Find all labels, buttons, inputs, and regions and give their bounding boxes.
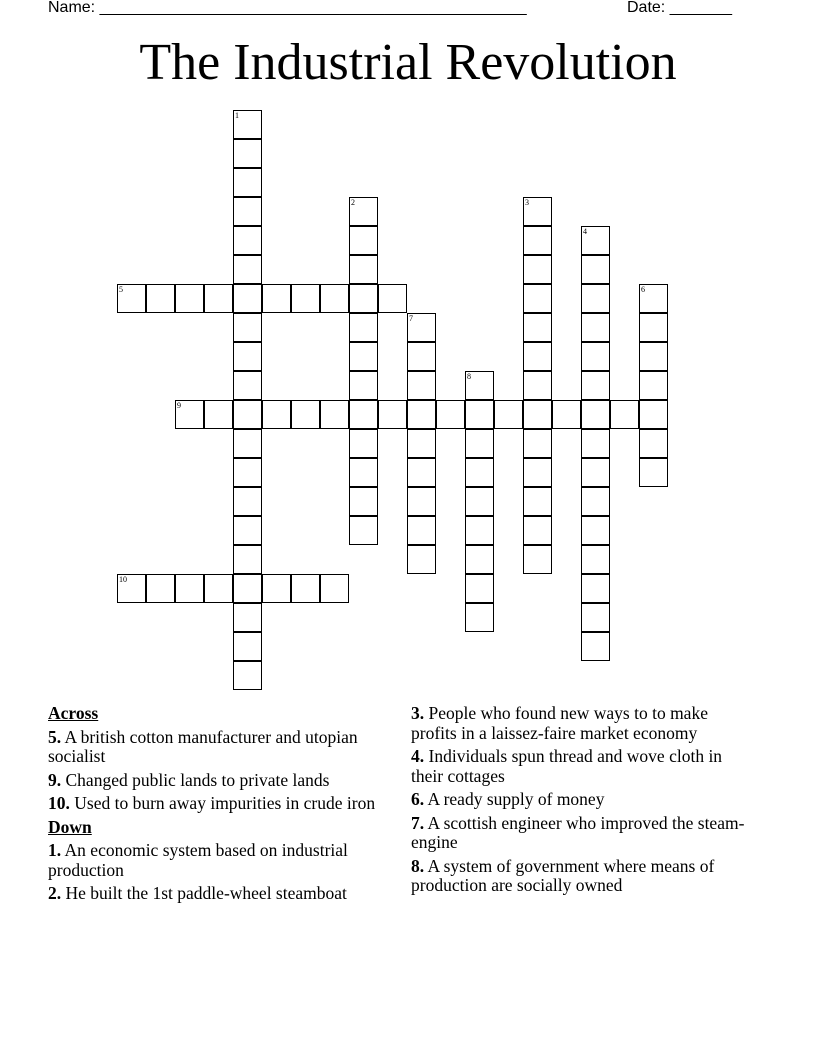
crossword-cell[interactable] [581, 603, 610, 632]
clue-number-label: 3. [411, 703, 425, 723]
crossword-cell[interactable] [204, 400, 233, 429]
crossword-cell[interactable] [262, 284, 291, 313]
crossword-cell[interactable] [233, 110, 262, 139]
crossword-cell[interactable] [117, 284, 146, 313]
crossword-cell[interactable] [233, 168, 262, 197]
clue-number-label: 8. [411, 855, 425, 876]
crossword-cell[interactable] [465, 400, 494, 429]
clue-item [48, 884, 398, 904]
crossword-cell[interactable] [349, 284, 378, 313]
crossword-cell[interactable] [349, 313, 378, 342]
clue-number-label: 1. [48, 840, 62, 860]
clue-number: 1 [235, 111, 239, 120]
name-field-label: Name: ________________________________________________ [48, 0, 527, 16]
crossword-cell[interactable] [465, 487, 494, 516]
crossword-cell[interactable] [494, 400, 523, 429]
crossword-cell[interactable] [204, 574, 233, 603]
crossword-cell[interactable] [233, 487, 262, 516]
crossword-cell[interactable] [262, 400, 291, 429]
crossword-cell[interactable] [204, 284, 233, 313]
crossword-cell[interactable] [233, 313, 262, 342]
clue-number: 4 [583, 227, 587, 236]
clue-number: 7 [409, 314, 413, 323]
clue-text: A british cotton manufacturer and utopian socialist [48, 726, 358, 766]
crossword-cell[interactable] [349, 487, 378, 516]
crossword-cell[interactable] [465, 371, 494, 400]
clue-number-label: 2. [48, 883, 62, 903]
clue-text: Changed public lands to private lands [61, 769, 330, 790]
clue-item [48, 728, 398, 767]
crossword-cell[interactable] [581, 400, 610, 429]
clues-right-column [411, 704, 751, 900]
crossword-cell[interactable] [639, 458, 668, 487]
crossword-cell[interactable] [233, 458, 262, 487]
crossword-cell[interactable] [639, 313, 668, 342]
crossword-cell[interactable] [117, 574, 146, 603]
crossword-cell[interactable] [465, 429, 494, 458]
crossword-cell[interactable] [233, 197, 262, 226]
crossword-cell[interactable] [291, 400, 320, 429]
crossword-cell[interactable] [581, 574, 610, 603]
clue-text: Used to burn away impurities in crude iron [69, 793, 376, 813]
crossword-cell[interactable] [523, 284, 552, 313]
crossword-cell[interactable] [233, 342, 262, 371]
clue-item [411, 790, 751, 810]
crossword-cell[interactable] [262, 574, 291, 603]
clue-text: People who found new ways to to make profits in a laissez-faire market economy [411, 703, 708, 743]
crossword-cell[interactable] [523, 371, 552, 400]
clue-text: A scottish engineer who improved the steam-engine [411, 812, 745, 852]
crossword-cell[interactable] [523, 313, 552, 342]
clue-number: 8 [467, 372, 471, 381]
clue-item [48, 771, 398, 791]
crossword-cell[interactable] [175, 400, 204, 429]
crossword-cell[interactable] [349, 197, 378, 226]
clue-item [48, 841, 398, 880]
crossword-cell[interactable] [581, 632, 610, 661]
crossword-cell[interactable] [581, 255, 610, 284]
clue-item [411, 857, 751, 896]
crossword-cell[interactable] [523, 255, 552, 284]
clue-number: 3 [525, 198, 529, 207]
crossword-cell[interactable] [407, 487, 436, 516]
crossword-cell[interactable] [639, 342, 668, 371]
crossword-cell[interactable] [465, 516, 494, 545]
crossword-cell[interactable] [465, 603, 494, 632]
crossword-cell[interactable] [175, 574, 204, 603]
crossword-cell[interactable] [378, 284, 407, 313]
crossword-cell[interactable] [581, 429, 610, 458]
clue-number-label: 6. [411, 789, 425, 809]
crossword-cell[interactable] [639, 400, 668, 429]
crossword-cell[interactable] [233, 400, 262, 429]
crossword-cell[interactable] [523, 342, 552, 371]
clue-number: 5 [119, 285, 123, 294]
crossword-cell[interactable] [581, 516, 610, 545]
clue-item [48, 794, 398, 814]
crossword-cell[interactable] [407, 458, 436, 487]
crossword-cell[interactable] [581, 342, 610, 371]
clue-number-label: 5. [48, 726, 62, 747]
crossword-cell[interactable] [146, 574, 175, 603]
clue-number-label: 10. [48, 793, 70, 813]
crossword-cell[interactable] [233, 545, 262, 574]
clue-text: A system of government where means of production are socially owned [411, 855, 715, 895]
clue-text: He built the 1st paddle-wheel steamboat [61, 883, 347, 903]
crossword-cell[interactable] [407, 516, 436, 545]
crossword-cell[interactable] [378, 400, 407, 429]
clue-number: 2 [351, 198, 355, 207]
crossword-cell[interactable] [465, 574, 494, 603]
crossword-cell[interactable] [552, 400, 581, 429]
crossword-cell[interactable] [639, 429, 668, 458]
down-heading: Down [48, 816, 92, 837]
crossword-cell[interactable] [291, 284, 320, 313]
crossword-cell[interactable] [523, 197, 552, 226]
crossword-cell[interactable] [349, 255, 378, 284]
crossword-cell[interactable] [523, 487, 552, 516]
crossword-cell[interactable] [233, 516, 262, 545]
crossword-cell[interactable] [581, 487, 610, 516]
crossword-cell[interactable] [407, 313, 436, 342]
crossword-cell[interactable] [523, 400, 552, 429]
crossword-cell[interactable] [233, 574, 262, 603]
crossword-cell[interactable] [407, 429, 436, 458]
crossword-cell[interactable] [581, 284, 610, 313]
crossword-cell[interactable] [349, 371, 378, 400]
crossword-cell[interactable] [639, 371, 668, 400]
crossword-cell[interactable] [320, 574, 349, 603]
crossword-cell[interactable] [523, 516, 552, 545]
crossword-cell[interactable] [581, 313, 610, 342]
clue-item [411, 704, 751, 743]
crossword-cell[interactable] [233, 226, 262, 255]
clue-item [411, 747, 751, 786]
crossword-cell[interactable] [523, 458, 552, 487]
crossword-cell[interactable] [610, 400, 639, 429]
crossword-cell[interactable] [349, 458, 378, 487]
crossword-cell[interactable] [146, 284, 175, 313]
crossword-cell[interactable] [349, 400, 378, 429]
crossword-cell[interactable] [291, 574, 320, 603]
clue-number: 10 [119, 575, 127, 584]
crossword-cell[interactable] [523, 545, 552, 574]
date-field-label: Date: _______ [627, 0, 732, 16]
down-clue-list-right [411, 704, 751, 896]
clues-left-column [48, 704, 398, 908]
crossword-cell[interactable] [581, 226, 610, 255]
crossword-cell[interactable] [233, 371, 262, 400]
clue-number: 6 [641, 285, 645, 294]
crossword-cell[interactable] [320, 400, 349, 429]
clue-number: 9 [177, 401, 181, 410]
crossword-cell[interactable] [523, 226, 552, 255]
crossword-cell[interactable] [349, 516, 378, 545]
clue-number-label: 7. [411, 812, 425, 833]
down-clue-list-left [48, 841, 398, 904]
crossword-cell[interactable] [407, 371, 436, 400]
crossword-cell[interactable] [581, 545, 610, 574]
clue-item [411, 814, 751, 853]
crossword-cell[interactable] [233, 603, 262, 632]
clue-text: A ready supply of money [424, 789, 605, 809]
crossword-cell[interactable] [233, 139, 262, 168]
crossword-cell[interactable] [407, 342, 436, 371]
crossword-cell[interactable] [349, 226, 378, 255]
crossword-cell[interactable] [436, 400, 465, 429]
clue-text: Individuals spun thread and wove cloth in their cottages [411, 746, 723, 786]
page-title: The Industrial Revolution [139, 34, 677, 91]
crossword-cell[interactable] [175, 284, 204, 313]
clue-text: An economic system based on industrial production [48, 840, 348, 880]
across-heading: Across [48, 703, 99, 723]
across-clue-list [48, 728, 398, 814]
crossword-cell[interactable] [233, 661, 262, 690]
crossword-cell[interactable] [233, 632, 262, 661]
clue-number-label: 4. [411, 746, 425, 766]
crossword-cell[interactable] [523, 429, 552, 458]
clue-number-label: 9. [48, 769, 62, 790]
crossword-cell[interactable] [233, 429, 262, 458]
crossword-cell[interactable] [465, 458, 494, 487]
crossword-cell[interactable] [320, 284, 349, 313]
crossword-cell[interactable] [581, 371, 610, 400]
crossword-cell[interactable] [407, 400, 436, 429]
crossword-cell[interactable] [349, 342, 378, 371]
crossword-cell[interactable] [465, 545, 494, 574]
crossword-cell[interactable] [233, 255, 262, 284]
crossword-cell[interactable] [639, 284, 668, 313]
crossword-cell[interactable] [581, 458, 610, 487]
crossword-cell[interactable] [407, 545, 436, 574]
crossword-cell[interactable] [349, 429, 378, 458]
crossword-cell[interactable] [233, 284, 262, 313]
